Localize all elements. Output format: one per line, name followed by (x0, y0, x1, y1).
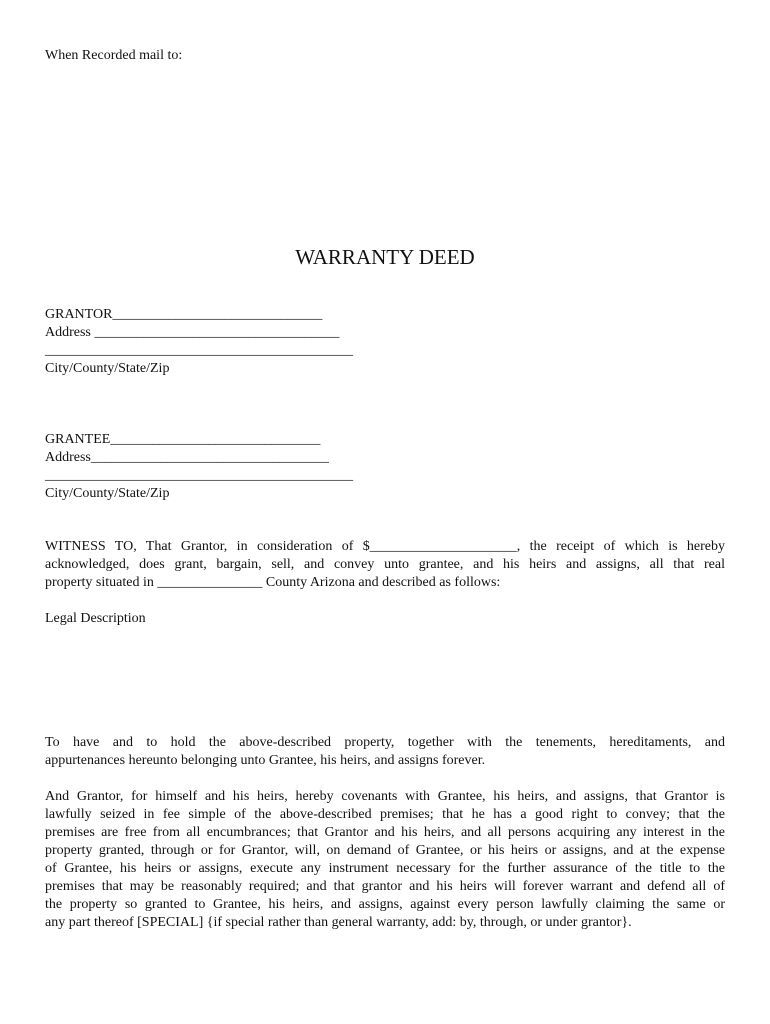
recorded-mail-label: When Recorded mail to: (45, 48, 183, 63)
covenants-line: premises are free from all encumbrances; that Grantor and his heirs, and all persons acquiring any interest in the (45, 825, 725, 840)
legal-description-label: Legal Description (45, 611, 146, 626)
covenants-line: And Grantor, for himself and his heirs, hereby covenants with Grantee, his heirs, and assigns, that Grantor is (45, 789, 725, 804)
grantee-city-label: City/County/State/Zip (45, 486, 170, 501)
grantor-city-label: City/County/State/Zip (45, 361, 170, 376)
grantor-address-blank: ____________________________________________ (45, 343, 353, 358)
covenants-line: any part thereof [SPECIAL] {if special rather than general warranty, add: by, through, or under grantor}. (45, 915, 632, 930)
habendum-paragraph (45, 734, 725, 770)
habendum-line: appurtenances hereunto belonging unto Grantee, his heirs, and assigns forever. (45, 753, 486, 768)
covenants-line: premises that may be reasonably required; and that grantor and his heirs will forever warrant and defend all of (45, 879, 725, 894)
grantee-address-field: Address__________________________________ (45, 450, 329, 465)
document-title: WARRANTY DEED (295, 245, 475, 269)
covenants-line: of Grantee, his heirs or assigns, execute any instrument necessary for the further assurance of the title to the (45, 861, 725, 876)
grantor-name-field: GRANTOR______________________________ (45, 307, 323, 322)
covenants-line: property granted, through or for Grantor, will, on demand of Grantee, or his heirs or assigns, and at the expense (45, 843, 725, 858)
covenants-line: lawfully seized in fee simple of the above-described premises; that he has a good right to convey; that the (45, 807, 725, 822)
habendum-line: To have and to hold the above-described property, together with the tenements, hereditaments, and (45, 735, 725, 750)
grantee-name-field: GRANTEE______________________________ (45, 432, 321, 447)
witness-line: WITNESS TO, That Grantor, in consideration of $_____________________, the receipt of which is hereby (45, 539, 725, 554)
witness-line: acknowledged, does grant, bargain, sell, and convey unto grantee, and his heirs and assigns, all that real (45, 557, 725, 572)
witness-line: property situated in _______________ County Arizona and described as follows: (45, 575, 501, 590)
grantor-address-field: Address ___________________________________ (45, 325, 340, 340)
witness-paragraph (45, 538, 725, 592)
grantee-address-blank: ____________________________________________ (45, 468, 353, 483)
covenants-paragraph (45, 788, 725, 932)
covenants-line: the property so granted to Grantee, his heirs, and assigns, against every person lawfully claiming the same or (45, 897, 725, 912)
